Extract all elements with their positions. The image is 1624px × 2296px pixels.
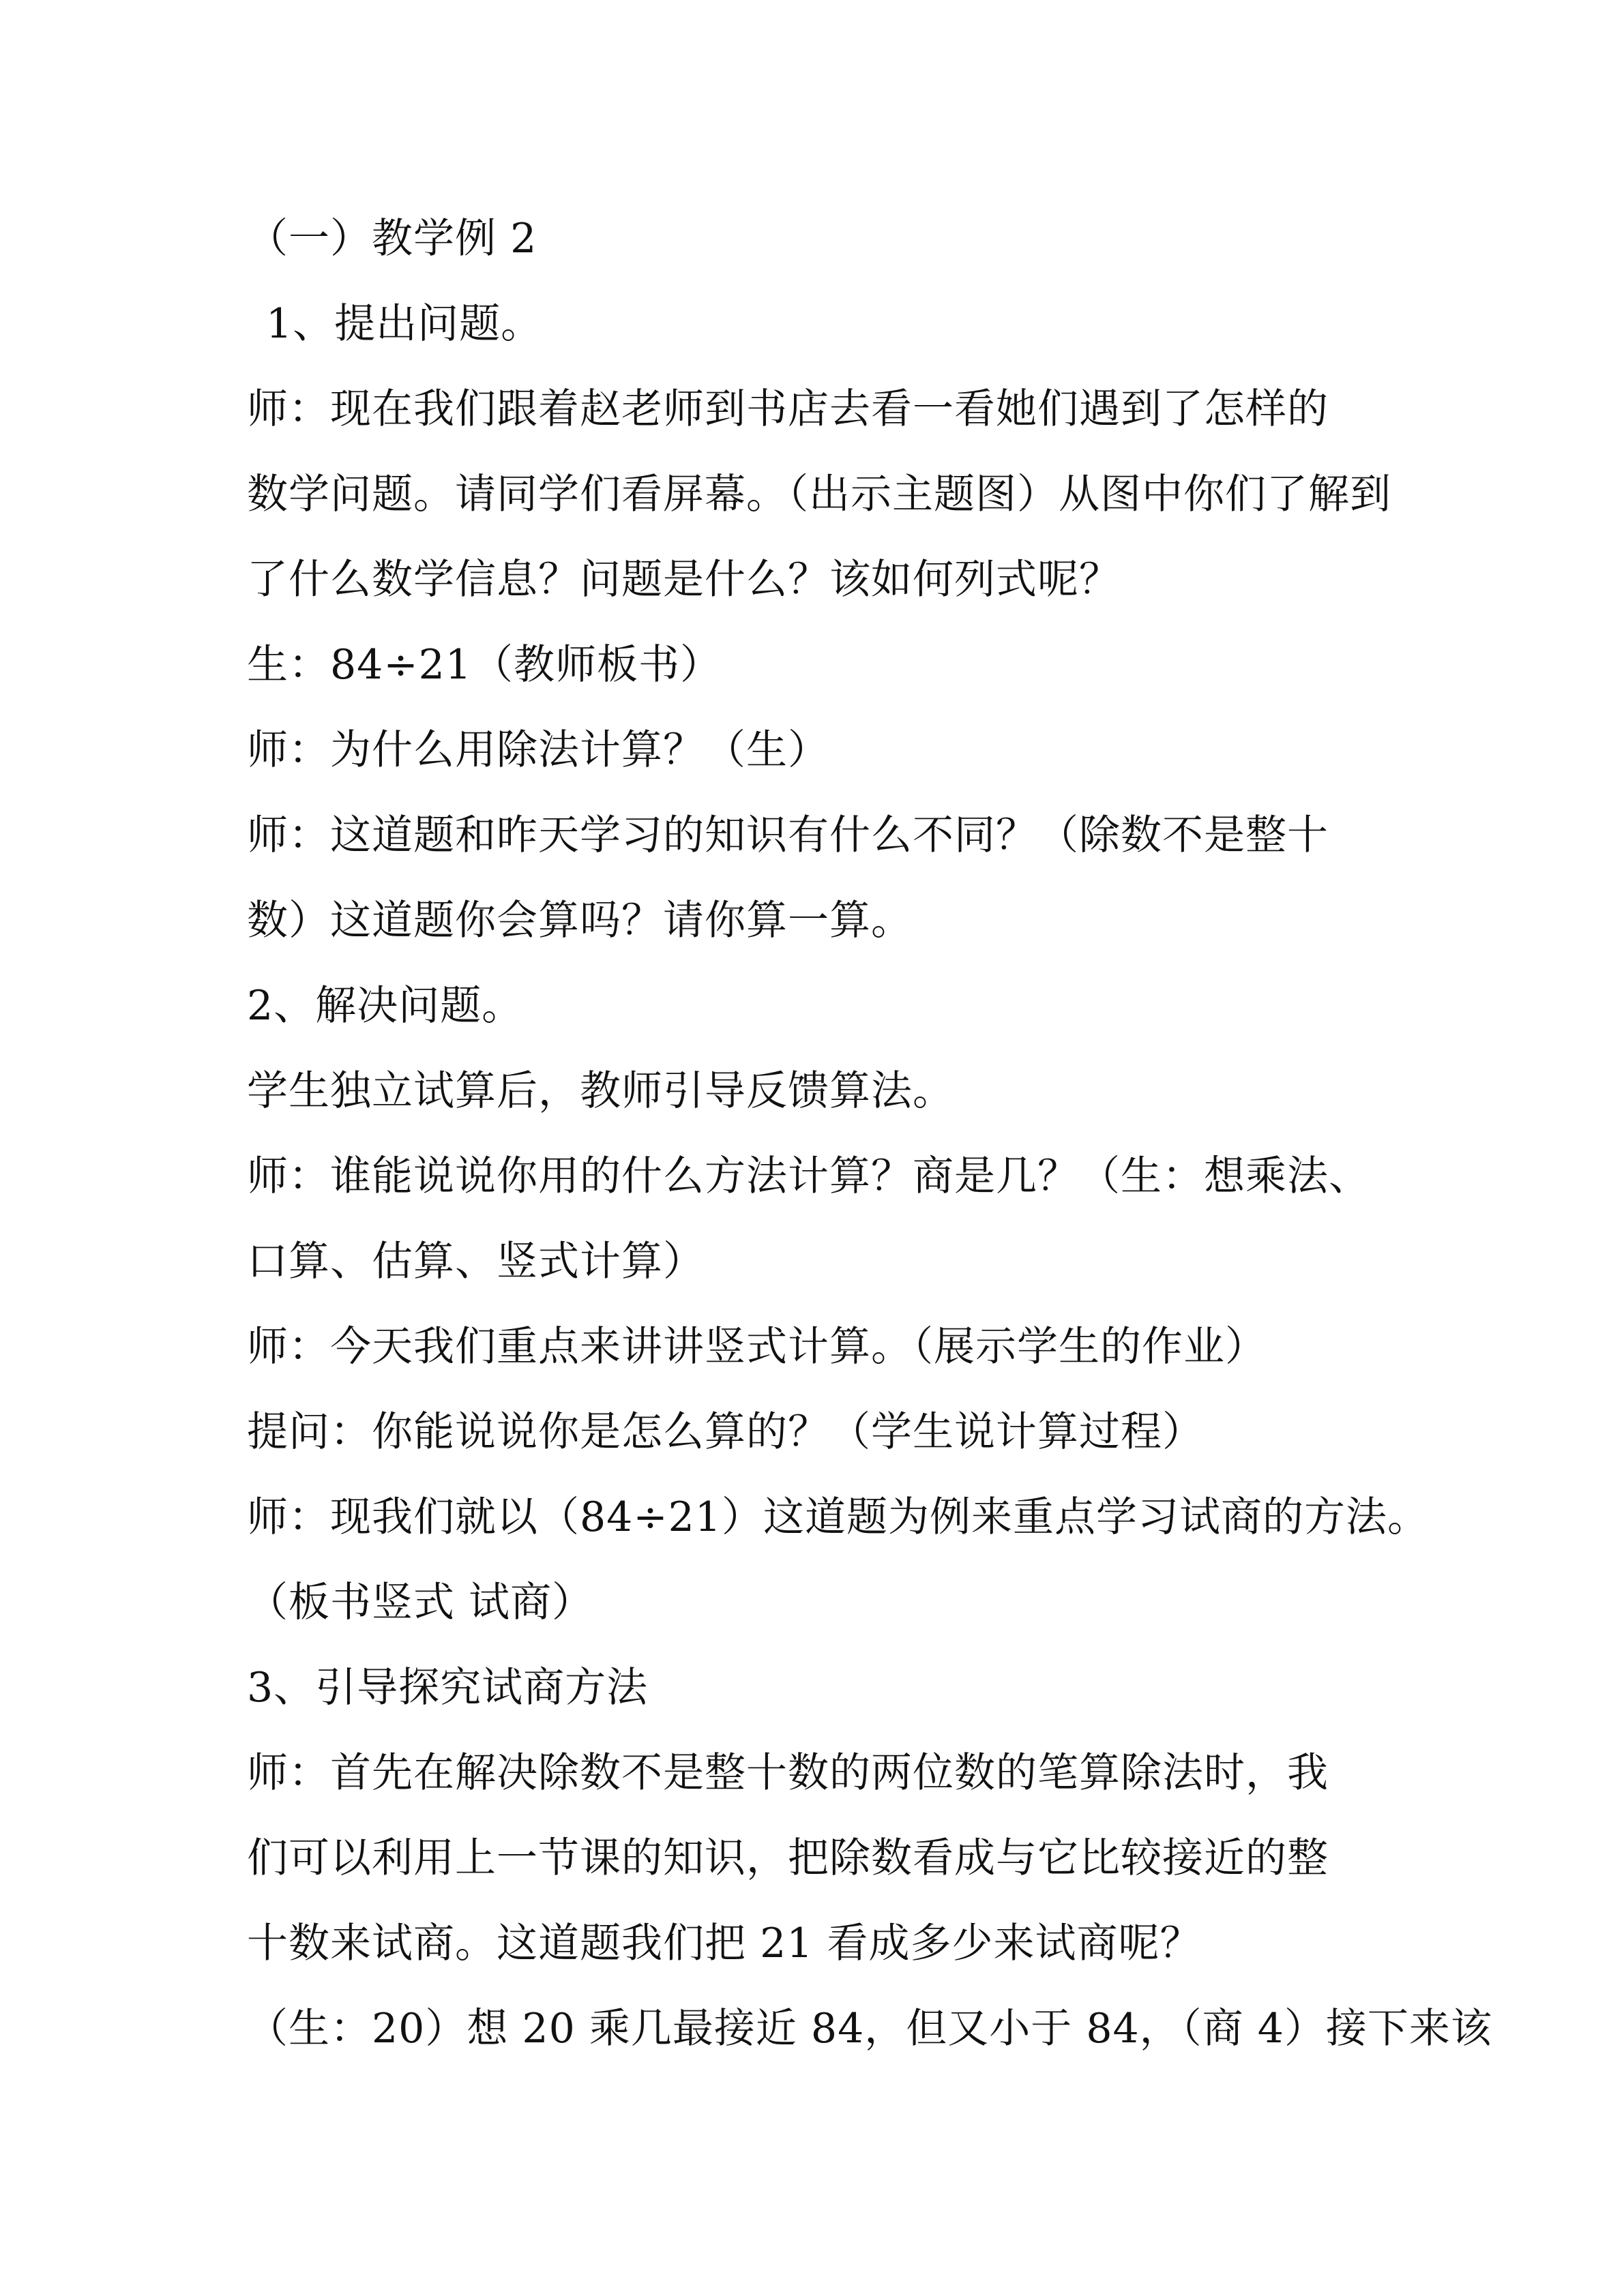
text-line: 师：谁能说说你用的什么方法计算？商是几？（生：想乘法、 [247, 1152, 1370, 1200]
text-line: 师：现在我们跟着赵老师到书店去看一看她们遇到了怎样的 [247, 385, 1329, 433]
text-line: 学生独立试算后，教师引导反馈算法。 [247, 1067, 954, 1115]
text-line: 师：为什么用除法计算？（生） [247, 726, 829, 774]
text-line: 数）这道题你会算吗？请你算一算。 [247, 897, 913, 944]
document-body [247, 213, 1492, 2088]
subheading-raise-question: 1、提出问题。 [266, 300, 543, 348]
text-line: 口算、估算、竖式计算） [247, 1238, 705, 1285]
text-line: 师：今天我们重点来讲讲竖式计算。（展示学生的作业） [247, 1323, 1267, 1371]
text-line: 了什么数学信息？问题是什么？该如何列式呢？ [247, 556, 1121, 603]
text-line: 数学问题。请同学们看屏幕。（出示主题图）从图中你们了解到 [247, 471, 1391, 518]
text-line: 师：现我们就以（84÷21）这道题为例来重点学习试商的方法。 [247, 1493, 1429, 1541]
text-line: 师：这道题和昨天学习的知识有什么不同？（除数不是整十 [247, 811, 1329, 859]
text-line: （生：20）想 20 乘几最接近 84，但又小于 84，（商 4）接下来该 [247, 2005, 1492, 2053]
subheading-explore-method: 3、引导探究试商方法 [247, 1664, 649, 1712]
text-line: （板书竖式 试商） [247, 1579, 594, 1626]
section-heading: （一）教学例 2 [247, 215, 537, 263]
text-line: 师：首先在解决除数不是整十数的两位数的笔算除法时，我 [247, 1749, 1329, 1797]
text-line: 提问：你能说说你是怎么算的？（学生说计算过程） [247, 1408, 1204, 1456]
text-line: 们可以利用上一节课的知识，把除数看成与它比较接近的整 [247, 1834, 1329, 1882]
subheading-solve-problem: 2、解决问题。 [247, 982, 524, 1030]
text-line: 十数来试商。这道题我们把 21 看成多少来试商呢？ [247, 1920, 1202, 1967]
text-line: 生：84÷21（教师板书） [247, 641, 722, 689]
